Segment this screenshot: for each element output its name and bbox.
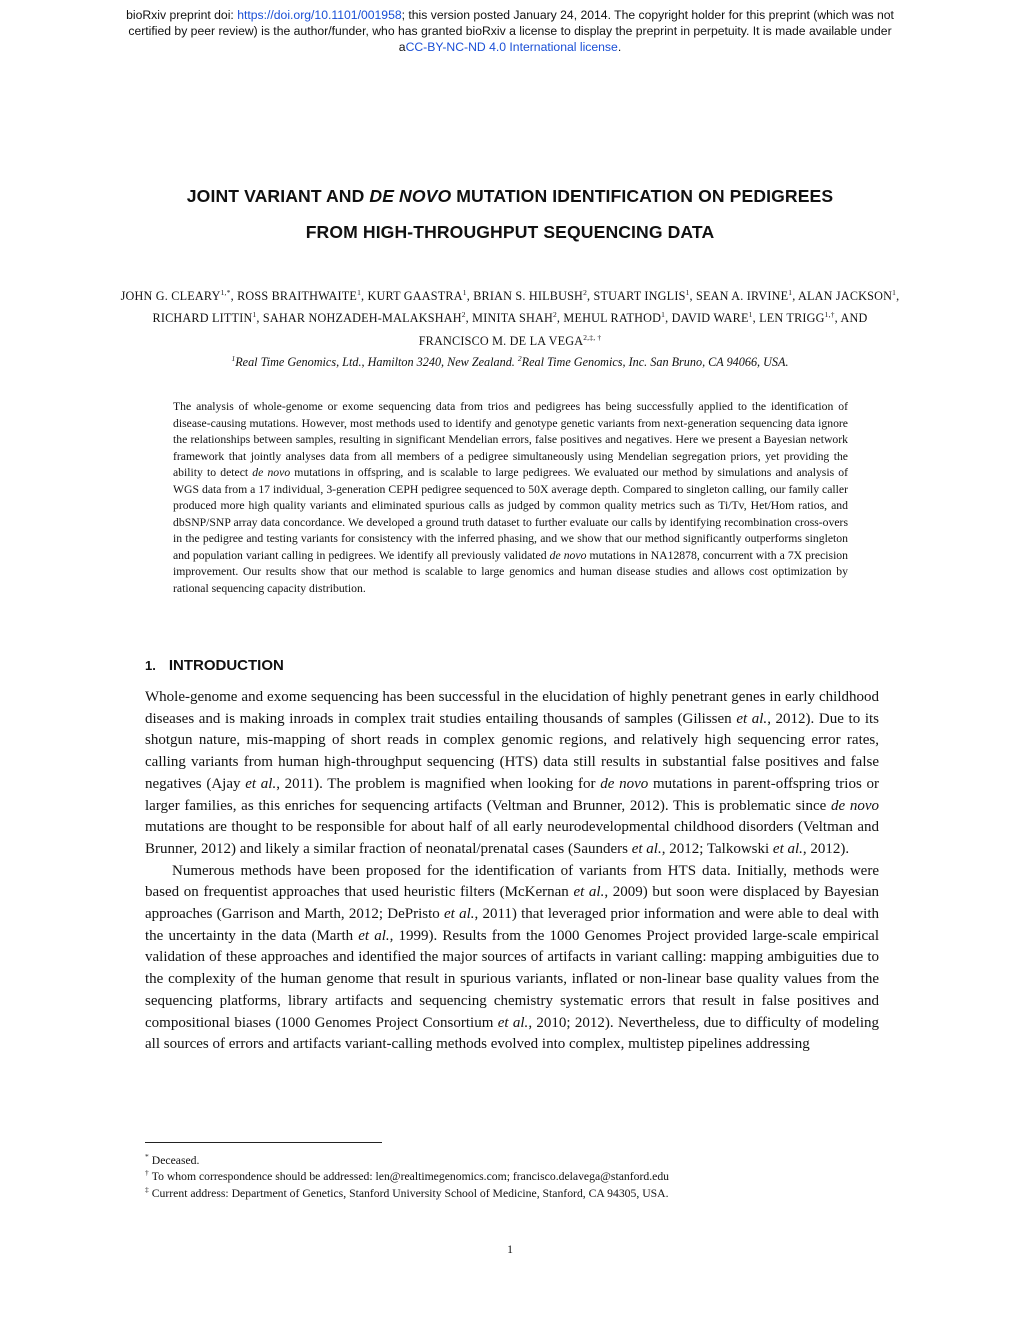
author-affiliation-mark: 1 [685, 288, 690, 297]
author-separator: , [361, 289, 368, 303]
author-affiliation-mark: 1 [748, 310, 753, 320]
author-affiliation-mark: 1,* [220, 288, 231, 297]
title-line-2: FROM HIGH-THROUGHPUT SEQUENCING DATA [305, 222, 715, 242]
author-affiliation-mark: 1 [252, 310, 257, 320]
title-line-1: JOINT VARIANT AND DE NOVO MUTATION IDENTIFICATION ON PEDIGREES [186, 186, 834, 206]
author-separator: , [465, 311, 473, 326]
section-heading [145, 655, 545, 677]
author-name: BRIAN S. HILBUSH [473, 289, 584, 303]
author-name: SEAN A. IRVINE [696, 289, 789, 303]
author-separator: , [792, 289, 799, 303]
author-separator: , [896, 289, 900, 303]
author-separator: , [587, 289, 594, 303]
author-affiliation-mark: 1 [892, 288, 897, 297]
author-name: LEN TRIGG [759, 311, 825, 326]
author-separator: , [556, 311, 564, 326]
author-separator: , [752, 311, 760, 326]
author-affiliation-mark: 1,† [824, 310, 835, 320]
affiliations: $^1$Real Time Genomics, Ltd., Hamilton 3240, New Zealand. $^2$Real Time Genomics, Inc. San Bruno, CA 94066, USA. [231, 354, 789, 369]
author-name: ALAN JACKSON [798, 289, 893, 303]
footnote: † To whom correspondence should be addressed: len@realtimegenomics.com; francisco.delavega@stanford.edu [145, 1168, 670, 1184]
author-name: DAVID WARE [671, 311, 749, 326]
footnote: * Deceased. [145, 1152, 200, 1167]
preprint-notice [30, 7, 990, 55]
author-separator: , [230, 289, 238, 303]
author-separator: , [466, 289, 474, 303]
author-affiliation-mark: 2,‡, † [583, 332, 602, 342]
doi-link[interactable]: https://doi.org/10.1101/001958 [237, 8, 402, 22]
preprint-line-1: bioRxiv preprint doi: https://doi.org/10.1101/001958; this version posted January 24, 2014. The copyright holder for this preprint (which was not [126, 8, 894, 22]
page-number: 1 [507, 1243, 513, 1256]
preprint-line-3: aCC-BY-NC-ND 4.0 International license. [398, 40, 622, 54]
author-list [118, 285, 902, 352]
license-link[interactable]: CC-BY-NC-ND 4.0 International license [405, 40, 618, 54]
preprint-line-2: certified by peer review) is the author/funder, who has granted bioRxiv a license to display the preprint in perpetuity. It is made available under [128, 24, 892, 38]
author-name: MEHUL RATHOD [563, 311, 662, 326]
author-affiliation-mark: 1 [462, 288, 467, 297]
section-number: 1. [145, 658, 156, 673]
footnote: ‡ Current address: Department of Genetics, Stanford University School of Medicine, Stanford, CA 94305, USA. [145, 1184, 669, 1200]
author-name: FRANCISCO M. DE LA VEGA [418, 333, 584, 348]
author-separator: , [256, 311, 263, 326]
author-name: SAHAR NOHZADEH-MALAKSHAH [262, 311, 462, 326]
author-name: JOHN G. CLEARY [120, 289, 221, 303]
author-name: KURT GAASTRA [367, 289, 463, 303]
author-affiliation-mark: 1 [788, 288, 793, 297]
abstract: The analysis of whole-genome or exome sequencing data from trios and pedigrees has being successfully applied to the identification of disease-causing mutations. However, most methods used to identify and genotype genetic variants from next-generation sequencing data ignore the relationships between samples, resulting in significant Mendelian errors, false positives and negatives. Here we present a Bayesian network framework that jointly analyses data from all members of a pedigree simultaneously using Mendelian segregation priors, yet providing the ability to detect de novo mutations in offspring, and is scalable to large pedigrees. We evaluated our method by simulations and analysis of WGS data from a 17 individual, 3-generation CEPH pedigree sequenced to 50X average depth. Compared to singleton calling, our family caller produced more high quality variants and eliminated spurious calls as judged by common quality metrics such as Ti/Tv, Het/Hom ratios, and dbSNP/SNP array data concordance. We developed a ground truth dataset to further evaluate our calls by identifying recombination cross-overs in the pedigree and testing variants for consistency with the inferred phasing, and we show that our method significantly outperforms singleton and population variant calling in pedigrees. We identify all previously validated de novo mutations in NA12878, concurrent with a 7X precision improvement. Our results show that our method is scalable to large genomics and human disease studies and allows cost optimization by rational sequencing capacity distribution. [173, 400, 849, 596]
author-name: RICHARD LITTIN [152, 311, 253, 326]
paper-title [100, 178, 920, 250]
author-affiliation-mark: 1 [661, 310, 666, 320]
author-separator: , [689, 289, 697, 303]
author-name: ROSS BRAITHWAITE [237, 289, 358, 303]
section-title: INTRODUCTION [168, 657, 284, 674]
body-text [145, 687, 879, 1056]
author-name: STUART INGLIS [593, 289, 686, 303]
author-affiliation-mark: 2 [583, 288, 588, 297]
author-separator: , AND [834, 311, 868, 326]
footnote-divider [145, 1142, 382, 1143]
author-name: MINITA SHAH [472, 311, 553, 326]
author-affiliation-mark: 2 [552, 310, 557, 320]
paragraph: Numerous methods have been proposed for the identification of variants from HTS data. Initially, methods were based on frequentist approaches that used heuristic filters (McKernan et al., 2009) but soon were displaced by Bayesian approaches (Garrison and Marth, 2012; DePristo et al., 2011) that leveraged prior information and were able to deal with the uncertainty in the data (Marth et al., 1999). Results from the 1000 Genomes Project provided large-scale empirical validation of these approaches and identified the major sources of artifacts in variant calling: mapping ambiguities due to the complexity of the human genome that result in spurious variants, inflated or non-linear base quality values from the sequencing platforms, library artifacts and sequencing chemistry systematic errors that result in false positives and compositional biases (1000 Genomes Project Consortium et al., 2010; 2012). Nevertheless, due to difficulty of modeling all sources of errors and artifacts variant-calling methods evolved into complex, multistep pipelines addressing [145, 862, 879, 1053]
author-affiliation-mark: 2 [461, 310, 466, 320]
author-separator: , [665, 311, 672, 326]
paragraph: Whole-genome and exome sequencing has been successful in the elucidation of highly penetrant genes in early childhood diseases and is making inroads in complex trait studies entailing thousands of samples (Gilissen et al., 2012). Due to its shotgun nature, mis-mapping of short reads in complex genomic regions, and relatively high sequencing error rates, calling variants from human high-throughput sequencing (HTS) data still results in substantial false positives and false negatives (Ajay et al., 2011). The problem is magnified when looking for de novo mutations in parent-offspring trios or larger families, as this enriches for sequencing artifacts (Veltman and Brunner, 2012). This is problematic since de novo mutations are thought to be responsible for about half of all early neurodevelopmental childhood disorders (Veltman and Brunner, 2012) and likely a similar fraction of neonatal/prenatal cases (Saunders et al., 2012; Talkowski et al., 2012). [145, 689, 880, 857]
author-affiliation-mark: 1 [357, 288, 362, 297]
footnotes [145, 1153, 905, 1202]
